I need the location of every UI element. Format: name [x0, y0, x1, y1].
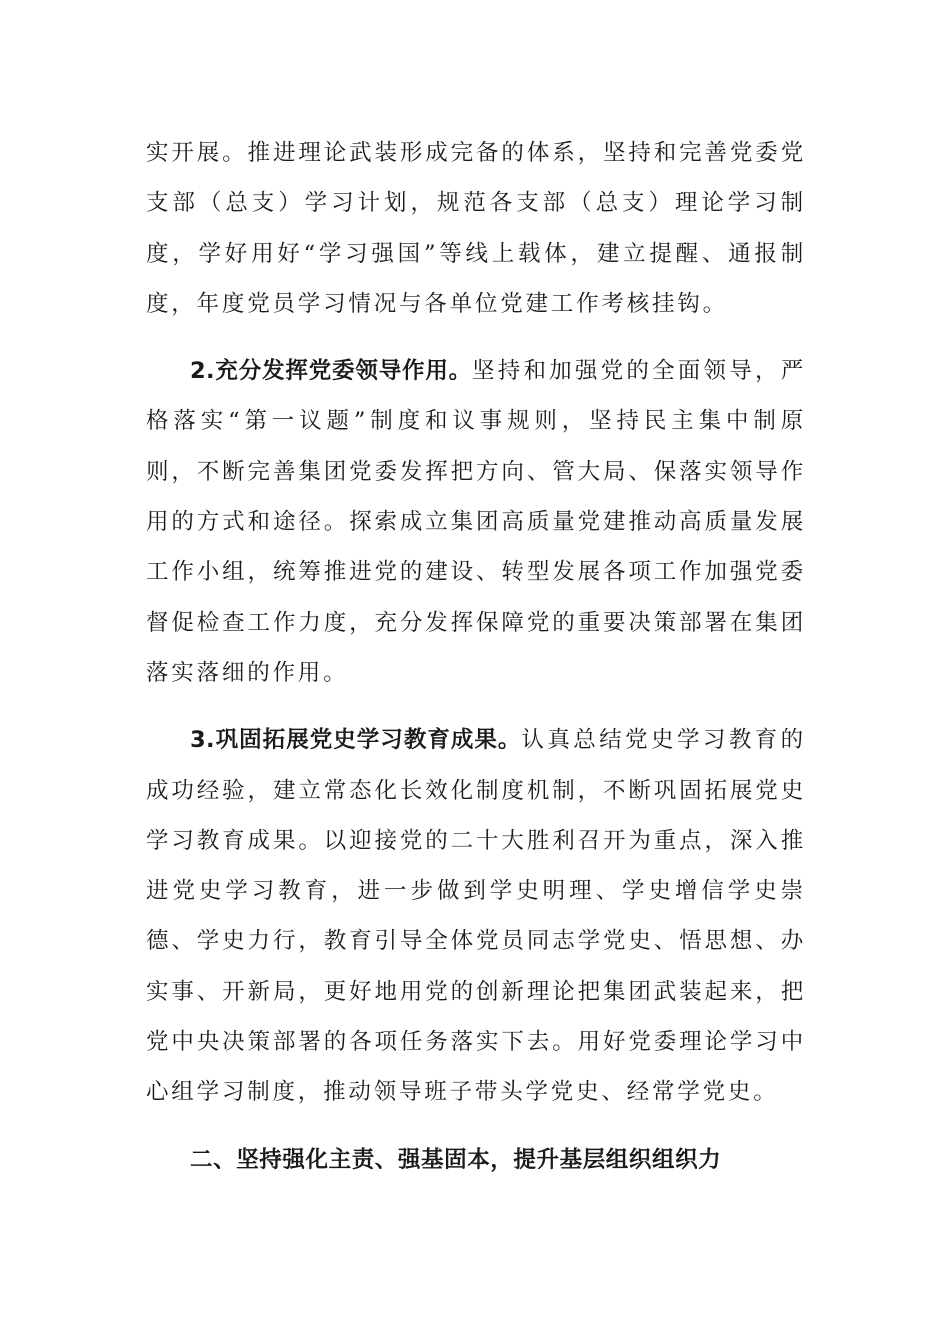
paragraph-party-history-education: [146, 715, 806, 1117]
document-body: [146, 128, 806, 1185]
paragraph-continuation: [146, 128, 806, 329]
paragraph-party-committee-leadership: [146, 346, 806, 698]
paragraph-text: 坚持和加强党的全面领导，严格落实“第一议题”制度和议事规则，坚持民主集中制原则，不断完善集团党委发挥把方向、管大局、保落实领导作用的方式和途径。探索成立集团高质量党建推动高质量发展工作小组，统筹推进党的建设、转型发展各项工作加强党委督促检查工作力度，充分发挥保障党的重要决策部署在集团落实落细的作用。: [146, 358, 806, 686]
section-heading: 二、坚持强化主责、强基固本，提升基层组织组织力: [190, 1146, 722, 1173]
paragraph-lead: 2.充分发挥党委领导作用。: [190, 358, 472, 385]
paragraph-text: 认真总结党史学习教育的成功经验，建立常态化长效化制度机制，不断巩固拓展党史学习教育成果。以迎接党的二十大胜利召开为重点，深入推进党史学习教育，进一步做到学史明理、学史增信学史崇德、学史力行，教育引导全体党员同志学党史、悟思想、办实事、开新局，更好地用党的创新理论把集团武装起来，把党中央决策部署的各项任务落实下去。用好党委理论学习中心组学习制度，推动领导班子带头学党史、经常学党史。: [146, 727, 806, 1106]
paragraph-lead: 3.巩固拓展党史学习教育成果。: [190, 727, 522, 754]
paragraph-text: 实开展。推进理论武装形成完备的体系，坚持和完善党委党支部（总支）学习计划，规范各支部（总支）理论学习制度，学好用好“学习强国”等线上载体，建立提醒、通报制度，年度党员学习情况与各单位党建工作考核挂钩。: [146, 140, 806, 317]
